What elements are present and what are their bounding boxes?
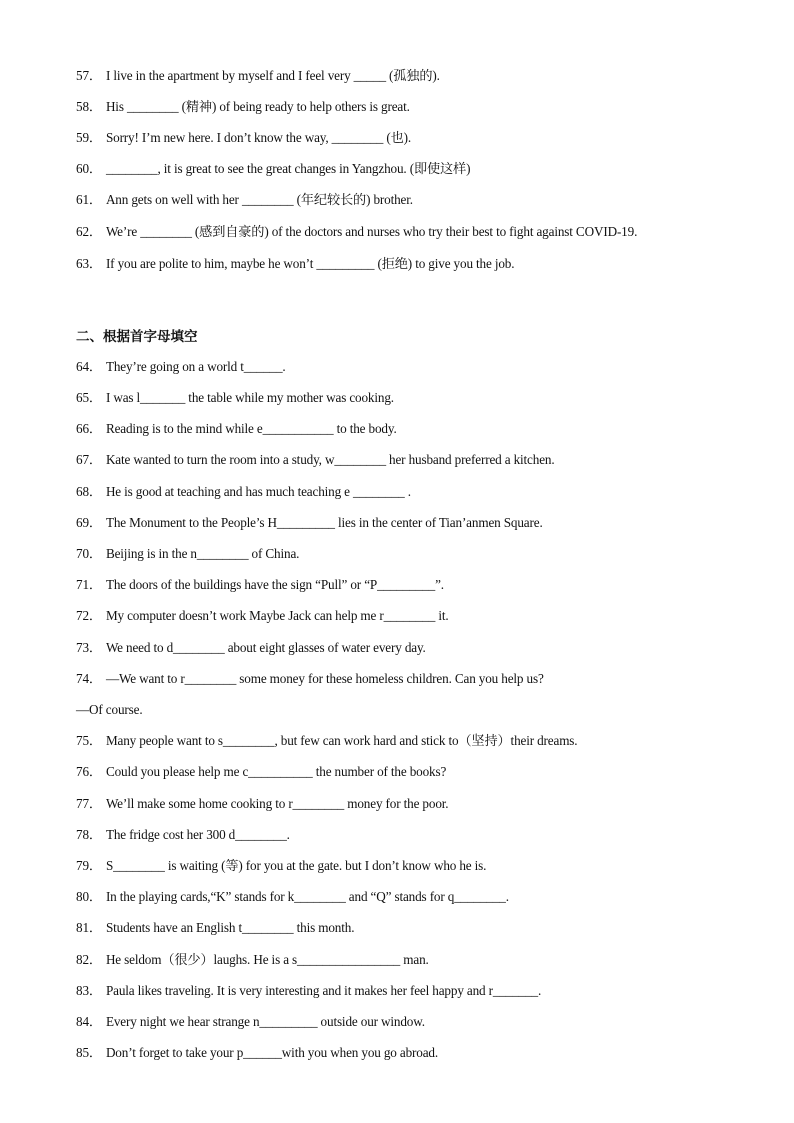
question-81 xyxy=(76,920,354,936)
question-text: I live in the apartment by myself and I feel very _____ (孤独的). xyxy=(105,68,440,83)
question-text: He seldom（很少）laughs. He is a s________________ man. xyxy=(105,952,429,967)
question-number: 76． xyxy=(76,764,102,779)
question-text: In the playing cards,“K” stands for k________ and “Q” stands for q________. xyxy=(105,889,509,904)
question-71 xyxy=(76,577,444,593)
question-number: 69． xyxy=(76,515,102,530)
question-61 xyxy=(76,192,413,208)
question-text: My computer doesn’t work Maybe Jack can help me r________ it. xyxy=(105,608,449,623)
question-number: 72． xyxy=(76,608,102,623)
question-text: He is good at teaching and has much teaching e ________ . xyxy=(105,484,411,499)
question-62 xyxy=(76,224,637,240)
question-text: Every night we hear strange n_________ outside our window. xyxy=(105,1014,425,1029)
question-number: 65． xyxy=(76,390,102,405)
question-number: 81． xyxy=(76,920,102,935)
question-text: We’re ________ (感到自豪的) of the doctors and nurses who try their best to fight against COVID-19. xyxy=(105,224,638,239)
question-text: Paula likes traveling. It is very interesting and it makes her feel happy and r_______. xyxy=(105,983,542,998)
question-number: 79． xyxy=(76,858,102,873)
question-80 xyxy=(76,889,509,905)
question-77 xyxy=(76,796,448,812)
question-text: Beijing is in the n________ of China. xyxy=(105,546,300,561)
question-text: —Of course. xyxy=(76,702,143,717)
question-number: 82． xyxy=(76,952,102,967)
question-82 xyxy=(76,952,429,968)
question-number: 80． xyxy=(76,889,102,904)
question-59 xyxy=(76,130,411,146)
question-number: 73． xyxy=(76,640,102,655)
question-72 xyxy=(76,608,449,624)
question-text: S________ is waiting (等) for you at the gate. but I don’t know who he is. xyxy=(105,858,487,873)
question-text: Many people want to s________, but few can work hard and stick to（坚持）their dreams. xyxy=(105,733,578,748)
question-number: 85． xyxy=(76,1045,102,1060)
question-number: 59． xyxy=(76,130,102,145)
question-text: Reading is to the mind while e___________ to the body. xyxy=(105,421,397,436)
question-number: 78． xyxy=(76,827,102,842)
question-number: 58． xyxy=(76,99,102,114)
question-69 xyxy=(76,515,543,531)
question-85 xyxy=(76,1045,438,1061)
question-57 xyxy=(76,68,440,84)
question-75 xyxy=(76,733,577,749)
question-58 xyxy=(76,99,410,115)
section-heading: 二、根据首字母填空 xyxy=(76,329,198,345)
question-63 xyxy=(76,256,514,272)
question-number: 67． xyxy=(76,452,102,467)
question-text: Could you please help me c__________ the number of the books? xyxy=(105,764,447,779)
question-74 xyxy=(76,671,544,687)
question-number: 57． xyxy=(76,68,102,83)
question-number: 61． xyxy=(76,192,102,207)
question-text: Sorry! I’m new here. I don’t know the way, ________ (也). xyxy=(105,130,412,145)
question-76 xyxy=(76,764,446,780)
question-73 xyxy=(76,640,426,656)
question-84 xyxy=(76,1014,425,1030)
question-68 xyxy=(76,484,411,500)
question-number: 75． xyxy=(76,733,102,748)
question-number: 74． xyxy=(76,671,102,686)
question-text: The doors of the buildings have the sign “Pull” or “P_________”. xyxy=(105,577,444,592)
question-78 xyxy=(76,827,290,843)
question-number: 84． xyxy=(76,1014,102,1029)
question-number: 70． xyxy=(76,546,102,561)
question-number: 64． xyxy=(76,359,102,374)
question-number: 62． xyxy=(76,224,102,239)
question-79 xyxy=(76,858,486,874)
question-text: His ________ (精神) of being ready to help others is great. xyxy=(105,99,410,114)
question-text: The fridge cost her 300 d________. xyxy=(105,827,290,842)
question-text: Kate wanted to turn the room into a study, w________ her husband preferred a kitchen. xyxy=(105,452,555,467)
question-text: The Monument to the People’s H_________ lies in the center of Tian’anmen Square. xyxy=(105,515,543,530)
question-text: We need to d________ about eight glasses of water every day. xyxy=(105,640,426,655)
question-67 xyxy=(76,452,555,468)
question-70 xyxy=(76,546,299,562)
question-number: 68． xyxy=(76,484,102,499)
question-text: I was l_______ the table while my mother was cooking. xyxy=(105,390,394,405)
question-60 xyxy=(76,161,470,177)
question-text: Don’t forget to take your p______with you when you go abroad. xyxy=(105,1045,439,1060)
question-text: Ann gets on well with her ________ (年纪较长的) brother. xyxy=(105,192,413,207)
question-text: —We want to r________ some money for these homeless children. Can you help us? xyxy=(105,671,544,686)
question-64 xyxy=(76,359,286,375)
question-text: ________, it is great to see the great changes in Yangzhou. (即使这样) xyxy=(105,161,471,176)
question-65 xyxy=(76,390,394,406)
question-83 xyxy=(76,983,541,999)
question-number: 77． xyxy=(76,796,102,811)
question-66 xyxy=(76,421,397,437)
question-number: 71． xyxy=(76,577,102,592)
question-number: 83． xyxy=(76,983,102,998)
question-text: We’ll make some home cooking to r________ money for the poor. xyxy=(105,796,449,811)
question-text: Students have an English t________ this month. xyxy=(105,920,355,935)
question-number: 60． xyxy=(76,161,102,176)
question-number: 66． xyxy=(76,421,102,436)
question-74-answer xyxy=(76,702,142,718)
question-number: 63． xyxy=(76,256,102,271)
question-text: If you are polite to him, maybe he won’t _________ (拒绝) to give you the job. xyxy=(105,256,515,271)
question-text: They’re going on a world t______. xyxy=(105,359,286,374)
